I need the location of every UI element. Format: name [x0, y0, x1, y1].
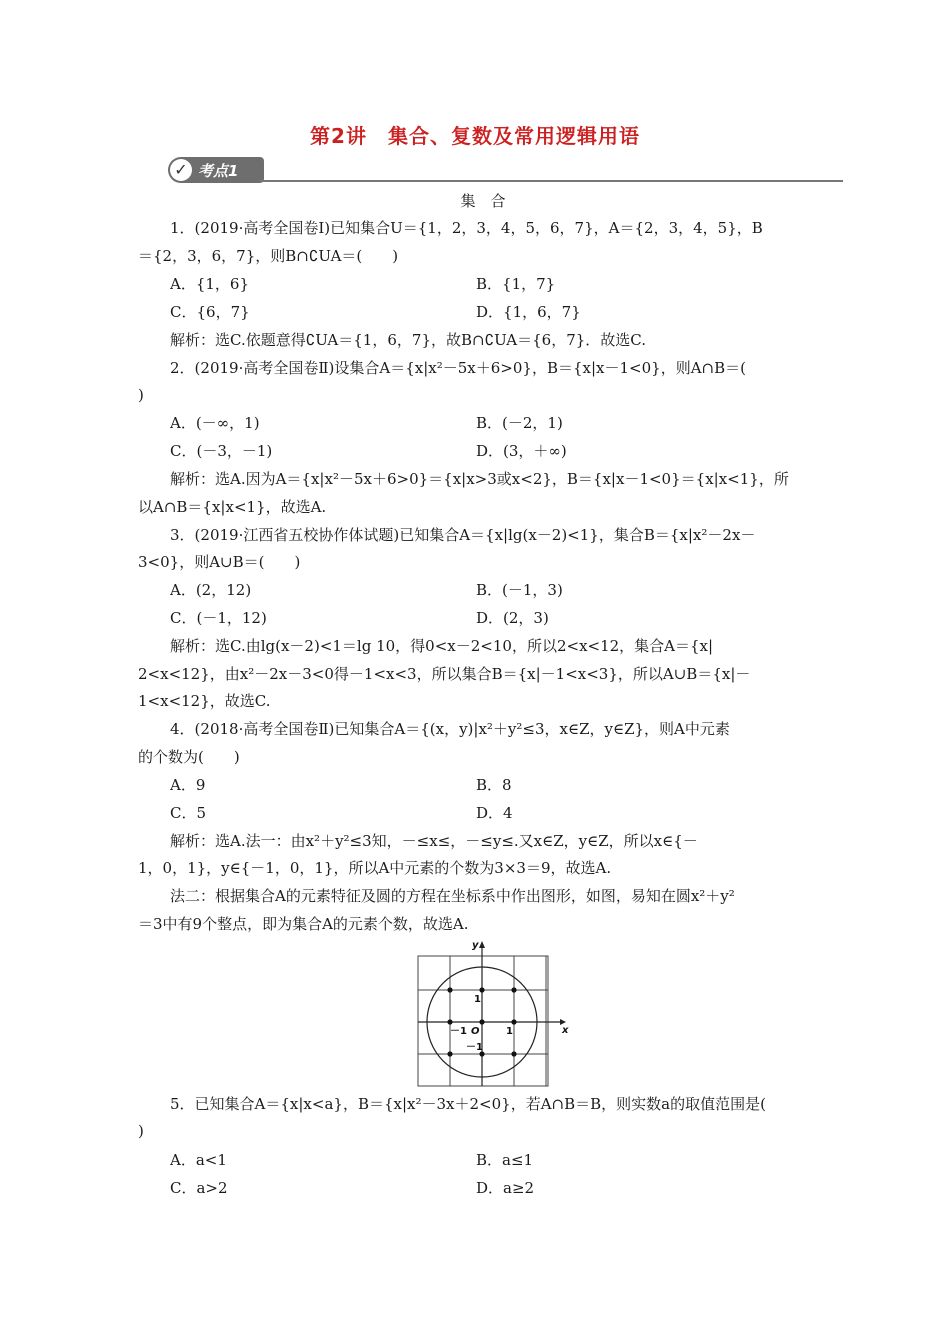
q1-stem-line2: ＝{2，3，6，7}，则B∩∁UA＝( ) [138, 247, 399, 265]
q1-option-d: D．{1，6，7} [476, 303, 581, 321]
lattice-point [447, 1051, 452, 1056]
page-title: 第2讲 集合、复数及常用逻辑用语 [310, 124, 640, 148]
q2-option-a: A．(－∞，1) [170, 414, 260, 432]
x-tick-label-neg: －1 [450, 1026, 467, 1037]
lattice-point [511, 987, 516, 992]
q3-solution-line1: 解析：选C.由lg(x－2)<1＝lg 10，得0<x－2<10，所以2<x<12，集合A＝{x| [170, 637, 714, 655]
q3-stem-line2: 3<0}，则A∪B＝( ) [138, 553, 301, 571]
lattice-point [511, 1051, 516, 1056]
q4-solution-line2: 1，0，1}，y∈{－1，0，1}，所以A中元素的个数为3×3＝9，故选A. [138, 859, 612, 877]
q4-solution-line3: 法二：根据集合A的元素特征及圆的方程在坐标系中作出图形，如图，易知在圆x²＋y² [170, 887, 735, 905]
lattice-point [511, 1019, 516, 1024]
q4-option-a: A．9 [170, 776, 206, 794]
q3-solution-line3: 1<x<12}，故选C. [138, 692, 271, 710]
q1-option-c: C．{6，7} [170, 303, 250, 321]
origin-label: O [471, 1026, 480, 1037]
q5-option-d: D．a≥2 [476, 1179, 535, 1197]
q1-option-a: A．{1，6} [170, 275, 250, 293]
q2-option-d: D．(3，＋∞) [476, 442, 567, 460]
section-badge-label: 考点1 [198, 162, 239, 180]
q2-solution-line1: 解析：选A.因为A＝{x|x²－5x＋6>0}＝{x|x>3或x<2}，B＝{x|x－1<0}＝{x|x<1}，所 [170, 470, 789, 488]
lattice-point [447, 987, 452, 992]
q5-option-b: B．a≤1 [476, 1151, 534, 1169]
x-tick-label-pos: 1 [506, 1026, 513, 1037]
section-badge-bar [168, 157, 843, 187]
x-axis-label: x [562, 1025, 569, 1036]
q3-option-b: B．(－1，3) [476, 581, 563, 599]
q4-option-d: D．4 [476, 804, 513, 822]
q4-option-c: C．5 [170, 804, 207, 822]
lattice-point [447, 1019, 452, 1024]
y-axis-label: y [472, 940, 479, 951]
q5-option-c: C．a>2 [170, 1179, 228, 1197]
y-tick-label-neg: －1 [466, 1042, 483, 1053]
q5-stem-line1: 5．已知集合A＝{x|x<a}，B＝{x|x²－3x＋2<0}，若A∩B＝B，则实数a的取值范围是( [170, 1095, 766, 1113]
q1-stem-line1: 1．(2019·高考全国卷Ⅰ)已知集合U＝{1，2，3，4，5，6，7}，A＝{2，3，4，5}，B [170, 219, 763, 237]
section-badge [168, 157, 264, 183]
q2-stem-line1: 2．(2019·高考全国卷Ⅱ)设集合A＝{x|x²－5x＋6>0}，B＝{x|x－1<0}，则A∩B＝( [170, 359, 746, 377]
q3-option-c: C．(－1，12) [170, 609, 267, 627]
q2-solution-line2: 以A∩B＝{x|x<1}，故选A. [138, 498, 327, 516]
q3-option-a: A．(2，12) [170, 581, 252, 599]
q3-option-d: D．(2，3) [476, 609, 549, 627]
q4-solution-line4: ＝3中有9个整点，即为集合A的元素个数，故选A. [138, 915, 469, 933]
q4-option-b: B．8 [476, 776, 512, 794]
circle-lattice-figure [408, 936, 573, 1096]
checkmark-icon: ✓ [170, 159, 192, 181]
q2-option-b: B．(－2，1) [476, 414, 563, 432]
section-divider [260, 180, 843, 182]
q5-option-a: A．a<1 [170, 1151, 227, 1169]
lattice-point [479, 1019, 484, 1024]
q2-option-c: C．(－3，－1) [170, 442, 273, 460]
q1-option-b: B．{1，7} [476, 275, 556, 293]
y-tick-label-pos: 1 [474, 994, 481, 1005]
q4-stem-line2: 的个数为( ) [138, 748, 240, 766]
q4-stem-line1: 4．(2018·高考全国卷Ⅱ)已知集合A＝{(x，y)|x²＋y²≤3，x∈Z，y∈Z}，则A中元素 [170, 720, 730, 738]
q5-stem-line2: ) [138, 1122, 144, 1140]
q1-solution: 解析：选C.依题意得∁UA＝{1，6，7}，故B∩∁UA＝{6，7}．故选C. [170, 331, 647, 349]
y-axis-arrow-icon [479, 941, 485, 948]
q2-stem-line2: ) [138, 386, 144, 404]
q3-stem-line1: 3．(2019·江西省五校协作体试题)已知集合A＝{x|lg(x－2)<1}，集合B＝{x|x²－2x－ [170, 526, 756, 544]
section-heading: 集 合 [460, 192, 506, 210]
q4-solution-line1: 解析：选A.法一：由x²＋y²≤3知，－≤x≤，－≤y≤.又x∈Z，y∈Z，所以x∈{－ [170, 832, 698, 850]
lattice-point [479, 987, 484, 992]
q3-solution-line2: 2<x<12}，由x²－2x－3<0得－1<x<3，所以集合B＝{x|－1<x<3}，所以A∪B＝{x|－ [138, 665, 751, 683]
